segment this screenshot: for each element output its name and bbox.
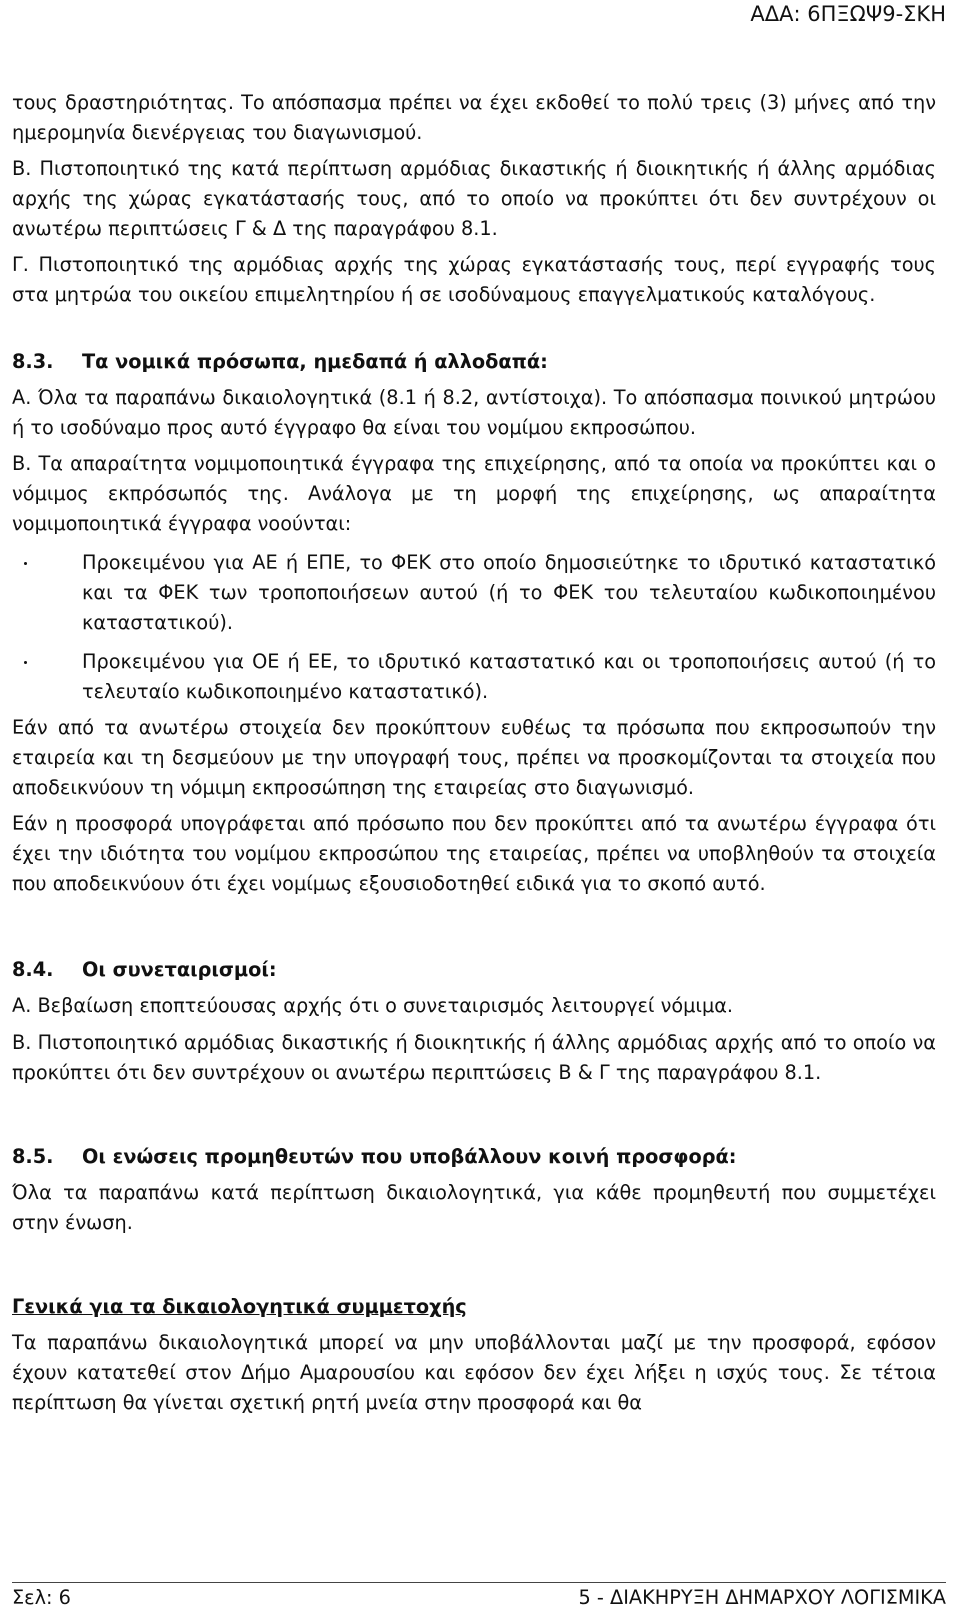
paragraph: Α. Βεβαίωση εποπτεύουσας αρχής ότι ο συνεταιρισμός λειτουργεί νόμιμα. [12, 994, 734, 1017]
bullet-icon [12, 647, 82, 707]
ada-code: ΑΔΑ: 6ΠΞΩΨ9-ΣΚΗ [750, 2, 946, 26]
section-title: Τα νομικά πρόσωπα, ημεδαπά ή αλλοδαπά: [82, 350, 548, 373]
document-title: 5 - ΔΙΑΚΗΡΥΞΗ ΔΗΜΑΡΧΟΥ ΛΟΓΙΣΜΙΚΑ [578, 1586, 946, 1609]
section-heading-8-5 [12, 1142, 936, 1172]
list-item [12, 647, 936, 707]
paragraph: Γ. Πιστοποιητικό της αρμόδιας αρχής της χώρας εγκατάστασής τους, περί εγγραφής τους στα μητρώα του οικείου επιμελητηρίου ή σε ισοδύναμους επαγγελματικούς καταλόγους. [12, 253, 936, 306]
paragraph: Α. Όλα τα παραπάνω δικαιολογητικά (8.1 ή 8.2, αντίστοιχα). Το απόσπασμα ποινικού μητρώου ή το ισοδύναμο προς αυτό έγγραφο θα είναι του νομίμου εκπροσώπου. [12, 386, 936, 439]
section-title: Οι ενώσεις προμηθευτών που υποβάλλουν κοινή προσφορά: [82, 1145, 737, 1168]
page-footer [12, 1582, 946, 1613]
paragraph: Β. Πιστοποιητικό της κατά περίπτωση αρμόδιας δικαστικής ή διοικητικής ή άλλης αρμόδιας αρχής της χώρας εγκατάστασής τους, από το οποίο να προκύπτει ότι δεν συντρέχουν οι ανωτέρω περιπτώσεις Γ & Δ της παραγράφου 8.1. [12, 157, 936, 240]
list-item [12, 548, 936, 638]
paragraph: Β. Τα απαραίτητα νομιμοποιητικά έγγραφα της επιχείρησης, από τα οποία να προκύπτει και ο νόμιμος εκπρόσωπός της. Ανάλογα με τη μορφή της επιχείρησης, ως απαραίτητα νομιμοποιητικά έγγραφα νοούνται: [12, 452, 936, 535]
list-item-text: Προκειμένου για ΟΕ ή ΕΕ, το ιδρυτικό καταστατικό και οι τροποποιήσεις αυτού (ή το τελευταίο κωδικοποιημένο καταστατικό). [82, 650, 936, 703]
general-title: Γενικά για τα δικαιολογητικά συμμετοχής [12, 1295, 467, 1318]
section-number: 8.4. [12, 958, 54, 981]
section-title: Οι συνεταιρισμοί: [82, 958, 277, 981]
section-heading-8-3 [12, 347, 936, 377]
paragraph: Εάν η προσφορά υπογράφεται από πρόσωπο που δεν προκύπτει από τα ανωτέρω έγγραφα ότι έχει την ιδιότητα του νομίμου εκπροσώπου της εταιρείας, πρέπει να υποβληθούν τα στοιχεία που αποδεικνύουν ότι έχει νομίμως εξουσιοδοτηθεί ειδικά για το σκοπό αυτό. [12, 812, 936, 895]
page-number: Σελ: 6 [12, 1586, 71, 1609]
paragraph: Τα παραπάνω δικαιολογητικά μπορεί να μην υποβάλλονται μαζί με την προσφορά, εφόσον έχουν κατατεθεί στον Δήμο Αμαρουσίου και εφόσον δεν έχει λήξει η ισχύς τους. Σε τέτοια περίπτωση θα γίνεται σχετική ρητή μνεία στην προσφορά και θα [12, 1331, 936, 1414]
section-number: 8.5. [12, 1145, 54, 1168]
list-item-text: Προκειμένου για ΑΕ ή ΕΠΕ, το ΦΕΚ στο οποίο δημοσιεύτηκε το ιδρυτικό καταστατικό και τα ΦΕΚ των τροποποιήσεων αυτού (ή το ΦΕΚ του τελευταίου κωδικοποιημένου καταστατικού). [82, 551, 936, 634]
paragraph: τους δραστηριότητας. Το απόσπασμα πρέπει να έχει εκδοθεί το πολύ τρεις (3) μήνες από την ημερομηνία διενέργειας του διαγωνισμού. [12, 91, 936, 144]
paragraph: Εάν από τα ανωτέρω στοιχεία δεν προκύπτουν ευθέως τα πρόσωπα που εκπροσωπούν την εταιρεία και τη δεσμεύουν με την υπογραφή τους, πρέπει να προσκομίζονται τα στοιχεία που αποδεικνύουν τη νόμιμη εκπροσώπηση της εταιρείας στο διαγωνισμό. [12, 716, 936, 799]
paragraph: Β. Πιστοποιητικό αρμόδιας δικαστικής ή διοικητικής ή άλλης αρμόδιας αρχής από το οποίο να προκύπτει ότι δεν συντρέχουν οι ανωτέρω περιπτώσεις Β & Γ της παραγράφου 8.1. [12, 1031, 936, 1084]
section-heading-8-4 [12, 955, 936, 985]
document-body [12, 88, 936, 1418]
paragraph: Όλα τα παραπάνω κατά περίπτωση δικαιολογητικά, για κάθε προμηθευτή που συμμετέχει στην ένωση. [12, 1181, 936, 1234]
general-heading [12, 1292, 936, 1322]
bullet-icon [12, 548, 82, 638]
section-number: 8.3. [12, 350, 54, 373]
